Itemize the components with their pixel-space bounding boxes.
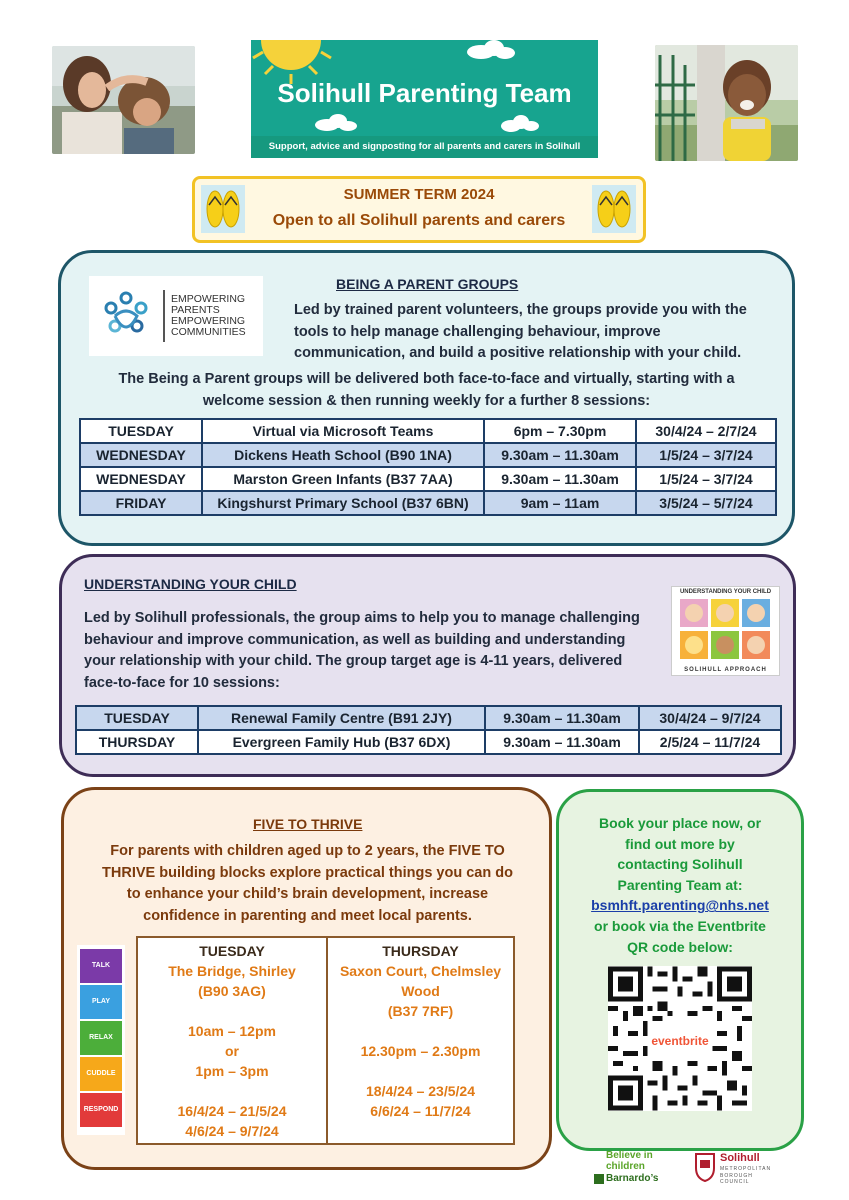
time-cell: 9.30am – 11.30am xyxy=(485,730,639,754)
booking-line: Parenting Team at: xyxy=(617,876,743,893)
eventbrite-qr-code[interactable] xyxy=(608,966,752,1111)
time-cell: 9.30am – 11.30am xyxy=(484,443,636,467)
time-cell: 9am – 11am xyxy=(484,491,636,515)
time-cell: 6pm – 7.30pm xyxy=(484,419,636,443)
venue-cell: Kingshurst Primary School (B37 6BN) xyxy=(202,491,484,515)
epec-logo-line: EMPOWERING xyxy=(171,315,246,327)
five-line: For parents with children aged up to 2 years, the FIVE TO xyxy=(110,843,505,859)
understanding-line: your relationship with your child. The group target age is 4-11 years, delivered xyxy=(84,653,623,669)
time-text: 12.30pm – 2.30pm xyxy=(360,1043,481,1059)
table-row xyxy=(80,443,776,467)
day-label: TUESDAY xyxy=(199,943,265,959)
five-to-thrive-heading: FIVE TO THRIVE xyxy=(253,816,363,832)
building-blocks-image xyxy=(77,945,125,1135)
table-row xyxy=(76,706,781,730)
barnardos-line: children xyxy=(606,1161,645,1172)
venue-text: Saxon Court, Chelmsley xyxy=(339,963,502,979)
dates-cell: 1/5/24 – 3/7/24 xyxy=(636,467,776,491)
understanding-your-child-logo xyxy=(671,586,780,676)
barnardos-logo xyxy=(590,1148,670,1188)
five-to-thrive-text xyxy=(70,841,545,927)
being-a-parent-table xyxy=(79,418,777,516)
booking-text xyxy=(568,813,792,957)
five-line: to enhance your child’s brain development, increase xyxy=(126,886,489,902)
table-row xyxy=(76,730,781,754)
table-row xyxy=(80,467,776,491)
five-line: confidence in parenting and meet local parents. xyxy=(143,907,472,924)
dates-text: 18/4/24 – 23/5/24 xyxy=(366,1083,475,1099)
solihull-line: BOROUGH COUNCIL xyxy=(720,1173,753,1185)
banner-title: Solihull Parenting Team xyxy=(277,78,572,108)
being-a-parent-heading: BEING A PARENT GROUPS xyxy=(336,276,519,292)
delivery-line: The Being a Parent groups will be delivered both face-to-face and virtually, starting with a xyxy=(118,371,735,387)
time-cell: 9.30am – 11.30am xyxy=(484,467,636,491)
dates-text: 16/4/24 – 21/5/24 xyxy=(177,1103,287,1119)
solihull-line: Solihull xyxy=(720,1152,760,1164)
block-play: PLAY xyxy=(80,985,122,1019)
summer-term-box xyxy=(192,176,646,243)
epec-logo xyxy=(89,276,263,356)
dates-cell: 30/4/24 – 2/7/24 xyxy=(636,419,776,443)
block-respond: RESPOND xyxy=(80,1093,122,1127)
venue-cell: Marston Green Infants (B37 7AA) xyxy=(202,467,484,491)
understanding-line: face-to-face for 10 sessions: xyxy=(84,674,280,691)
faces-icon xyxy=(680,599,771,661)
block-cuddle: CUDDLE xyxy=(80,1057,122,1091)
booking-line: find out more by xyxy=(625,835,735,852)
logo-bottom-text: SOLIHULL APPROACH xyxy=(684,667,767,673)
solihull-line: METROPOLITAN xyxy=(720,1166,772,1172)
time-cell: 9.30am – 11.30am xyxy=(485,706,639,730)
crest-icon xyxy=(694,1152,716,1182)
thursday-column xyxy=(328,941,513,1143)
or-text: or xyxy=(225,1043,239,1059)
eventbrite-label: eventbrite xyxy=(651,1034,709,1048)
epec-logo-line: PARENTS xyxy=(171,304,220,316)
understanding-line: behaviour and improve communication, as well as building and understanding xyxy=(84,631,626,648)
flip-flops-icon xyxy=(592,185,636,233)
block-talk: TALK xyxy=(80,949,122,983)
booking-line: contacting Solihull xyxy=(617,856,743,873)
summer-term-title: SUMMER TERM 2024 xyxy=(343,186,495,203)
booking-line: or book via the Eventbrite xyxy=(594,917,766,934)
venue-text: Wood xyxy=(401,983,440,999)
day-cell: THURSDAY xyxy=(76,730,198,754)
table-row xyxy=(80,491,776,515)
barnardos-line: Believe in xyxy=(606,1150,653,1161)
booking-line: QR code below: xyxy=(627,938,733,955)
barnardos-icon xyxy=(594,1174,604,1184)
understanding-heading: UNDERSTANDING YOUR CHILD xyxy=(84,576,297,592)
logo-top-text: UNDERSTANDING YOUR CHILD xyxy=(679,589,772,595)
day-cell: FRIDAY xyxy=(80,491,202,515)
dates-text: 6/6/24 – 11/7/24 xyxy=(370,1103,471,1119)
banner-tagline: Support, advice and signposting for all parents and carers in Solihull xyxy=(251,136,598,158)
day-label: THURSDAY xyxy=(382,943,459,959)
dates-cell: 30/4/24 – 9/7/24 xyxy=(639,706,781,730)
parent-child-photo xyxy=(52,46,195,154)
dates-cell: 3/5/24 – 5/7/24 xyxy=(636,491,776,515)
understanding-text xyxy=(84,608,664,694)
email-link[interactable]: bsmhft.parenting@nhs.net xyxy=(591,897,769,914)
day-cell: TUESDAY xyxy=(76,706,198,730)
dates-cell: 1/5/24 – 3/7/24 xyxy=(636,443,776,467)
solihull-council-logo xyxy=(694,1150,784,1188)
postcode-text: (B37 7RF) xyxy=(387,1003,454,1019)
people-circle-icon xyxy=(95,288,157,344)
being-a-parent-delivery xyxy=(60,369,793,412)
venue-cell: Virtual via Microsoft Teams xyxy=(202,419,484,443)
epec-logo-line: EMPOWERING xyxy=(171,293,246,305)
intro-line: Led by trained parent volunteers, the groups provide you with the xyxy=(294,302,747,318)
block-relax: RELAX xyxy=(80,1021,122,1055)
delivery-line: welcome session & then running weekly for a further 8 sessions: xyxy=(202,392,651,409)
venue-cell: Renewal Family Centre (B91 2JY) xyxy=(198,706,485,730)
venue-cell: Evergreen Family Hub (B37 6DX) xyxy=(198,730,485,754)
venue-text: The Bridge, Shirley xyxy=(168,963,296,979)
booking-line: Book your place now, or xyxy=(598,815,762,831)
venue-cell: Dickens Heath School (B90 1NA) xyxy=(202,443,484,467)
understanding-table xyxy=(75,705,782,755)
day-cell: WEDNESDAY xyxy=(80,443,202,467)
table-row xyxy=(80,419,776,443)
being-a-parent-intro xyxy=(294,300,774,365)
postcode-text: (B90 3AG) xyxy=(198,983,266,999)
day-cell: WEDNESDAY xyxy=(80,467,202,491)
time-text: 10am – 12pm xyxy=(188,1023,276,1039)
intro-line: tools to help manage challenging behaviour, improve xyxy=(294,323,661,340)
dates-cell: 2/5/24 – 11/7/24 xyxy=(639,730,781,754)
toddler-photo xyxy=(655,45,798,161)
five-line: THRIVE building blocks explore practical things you can do xyxy=(102,864,513,881)
time-text: 1pm – 3pm xyxy=(195,1063,269,1079)
intro-line: communication, and build a positive relationship with your child. xyxy=(294,345,742,361)
five-to-thrive-table xyxy=(136,936,515,1145)
understanding-line: Led by Solihull professionals, the group aims to help you to manage challenging xyxy=(84,610,640,626)
epec-logo-line: COMMUNITIES xyxy=(171,326,246,338)
summer-term-subtitle: Open to all Solihull parents and carers xyxy=(272,212,566,229)
barnardos-line: Barnardo’s xyxy=(606,1173,659,1184)
tuesday-column xyxy=(138,941,326,1143)
day-cell: TUESDAY xyxy=(80,419,202,443)
dates-text: 4/6/24 – 9/7/24 xyxy=(185,1123,279,1139)
header-banner xyxy=(251,40,598,158)
